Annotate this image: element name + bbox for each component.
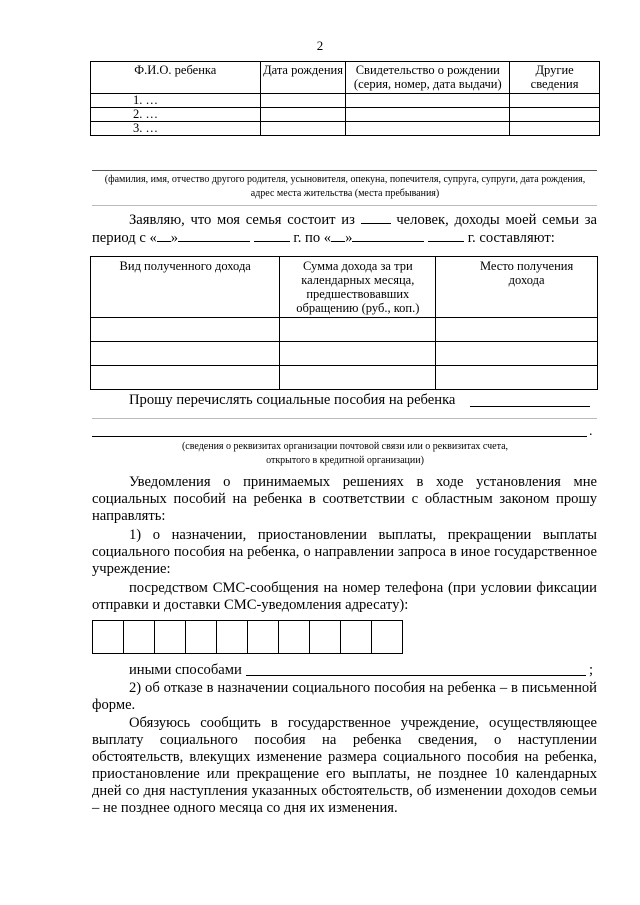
income-place-cell[interactable] (436, 366, 598, 390)
children-table (90, 61, 600, 136)
income-amount-cell[interactable] (280, 342, 436, 366)
period-start-day-field[interactable] (157, 229, 171, 242)
birth-date-cell[interactable] (260, 108, 346, 122)
child-name-cell[interactable]: 2. … (91, 108, 261, 122)
phone-digit-cell[interactable] (93, 621, 124, 654)
income-place-cell[interactable] (436, 342, 598, 366)
income-amount-cell[interactable] (280, 318, 436, 342)
family-statement-text: г. составляют: (467, 230, 555, 246)
table-row[interactable] (91, 366, 598, 390)
phone-digit-cell[interactable] (279, 621, 310, 654)
other-means-label: иными способами (129, 662, 242, 678)
table-row[interactable] (91, 122, 600, 136)
family-statement-text: человек, доходы моей семьи за период с « (92, 212, 598, 246)
bank-details-caption: (сведения о реквизитах организации почтовой связи или о реквизитах счета, открытого в кредитной организации) (181, 441, 509, 466)
family-statement (92, 211, 597, 247)
other-means-field[interactable] (246, 663, 586, 676)
income-amount-cell[interactable] (280, 366, 436, 390)
notifications-intro: Уведомления о принимаемых решениях в ходе установления мне социальных пособий на ребенка в соответствии с областным законом прошу направлять: (92, 474, 597, 524)
period-end-month-field[interactable] (352, 229, 424, 242)
phone-digit-cell[interactable] (217, 621, 248, 654)
phone-digit-cell[interactable] (248, 621, 279, 654)
header-income-amount: Сумма дохода за три календарных месяца, предшествовавших обращению (руб., коп.) (280, 257, 436, 318)
other-means-end-mark: ; (589, 662, 594, 678)
transfer-request: Прошу перечислять социальные пособия на ребенка (129, 392, 456, 408)
birth-date-cell[interactable] (260, 94, 346, 108)
certificate-cell[interactable] (346, 108, 510, 122)
child-name-cell[interactable]: 3. … (91, 122, 261, 136)
income-table (90, 256, 598, 390)
period-end-day-field[interactable] (331, 229, 345, 242)
phone-digit-cell[interactable] (124, 621, 155, 654)
birth-date-cell[interactable] (260, 122, 346, 136)
transfer-recipient-field[interactable] (470, 394, 590, 407)
table-row[interactable] (91, 318, 598, 342)
income-type-cell[interactable] (91, 366, 280, 390)
income-type-cell[interactable] (91, 318, 280, 342)
table-header-row (91, 257, 598, 318)
income-place-cell[interactable] (436, 318, 598, 342)
phone-digit-cell[interactable] (372, 621, 403, 654)
bank-details-end-mark: . (589, 424, 593, 439)
period-start-month-field[interactable] (178, 229, 250, 242)
phone-digit-cell[interactable] (341, 621, 372, 654)
period-end-year-field[interactable] (428, 229, 464, 242)
item-1-text: 1) о назначении, приостановлении выплаты, прекращении выплаты социального пособия на ребенка, о направлении запроса в иное государственное учреждение: (92, 527, 597, 577)
family-statement-text: » (170, 230, 179, 246)
bank-details-line-1[interactable] (92, 418, 597, 419)
family-statement-text: » (345, 230, 353, 246)
family-statement-text: Заявляю, что моя семья состоит из (129, 212, 355, 228)
certificate-cell[interactable] (346, 122, 510, 136)
item-2-text: 2) об отказе в назначении социального пособия на ребенка – в письменной форме. (92, 680, 597, 713)
other-parent-caption: (фамилия, имя, отчество другого родителя, усыновителя, опекуна, попечителя, супруга, супруги, дата рождения, адрес места жительства (места пребывания) (104, 174, 586, 199)
header-child-name: Ф.И.О. ребенка (91, 62, 261, 94)
family-size-field[interactable] (361, 211, 391, 224)
child-name-cell[interactable]: 1. … (91, 94, 261, 108)
certificate-cell[interactable] (346, 94, 510, 108)
other-parent-line[interactable] (92, 170, 597, 171)
header-birth-certificate: Свидетельство о рождении (серия, номер, дата выдачи) (346, 62, 510, 94)
table-row[interactable] (91, 108, 600, 122)
other-info-cell[interactable] (510, 122, 600, 136)
other-info-cell[interactable] (510, 94, 600, 108)
header-birth-date: Дата рождения (260, 62, 346, 94)
sms-text: посредством СМС-сообщения на номер телефона (при условии фиксации отправки и доставки СМС-уведомления адресату): (92, 580, 597, 613)
phone-number-cells (92, 620, 403, 654)
other-info-cell[interactable] (510, 108, 600, 122)
obligation-text: Обязуюсь сообщить в государственное учреждение, осуществляющее выплату социального пособия на ребенка сведения, о наступлении обстоятельств, влекущих изменение размера социального пособия на ребенка, приостановление или прекращение его выплаты, не позднее 10 календарных дней со дня наступления указанных обстоятельств, об изменении доходов семьи – не позднее одного месяца со дня их изменения. (92, 715, 597, 816)
income-type-cell[interactable] (91, 342, 280, 366)
bank-details-line-2[interactable] (92, 436, 587, 437)
table-header-row (91, 62, 600, 94)
phone-digit-cell[interactable] (155, 621, 186, 654)
table-row[interactable] (91, 94, 600, 108)
page-number: 2 (316, 38, 324, 53)
header-income-type: Вид полученного дохода (91, 257, 280, 318)
family-statement-text: г. по « (293, 230, 332, 246)
table-row[interactable] (91, 342, 598, 366)
period-start-year-field[interactable] (254, 229, 290, 242)
header-other-info: Другие сведения (510, 62, 600, 94)
other-parent-line-2[interactable] (92, 205, 597, 206)
header-income-place: Место получения дохода (436, 257, 598, 318)
phone-digit-cell[interactable] (186, 621, 217, 654)
phone-digit-cell[interactable] (310, 621, 341, 654)
